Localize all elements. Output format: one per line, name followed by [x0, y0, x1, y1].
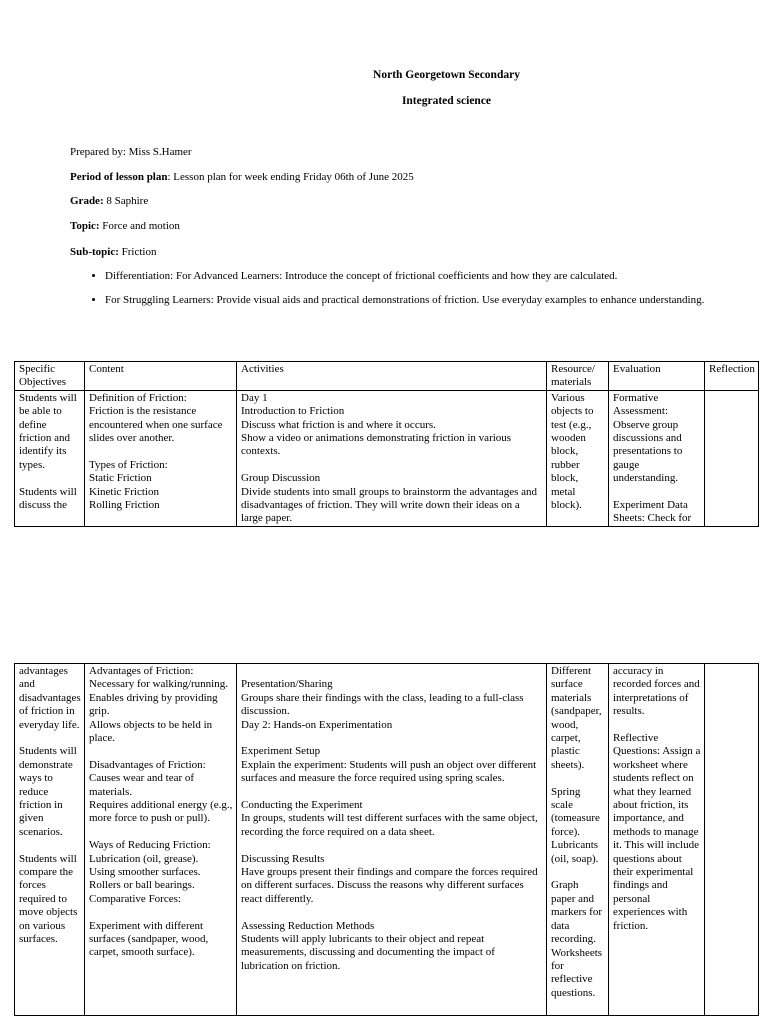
cell-line: Causes wear and tear of materials. [89, 772, 195, 798]
cell-line: Worksheets for reflective questions. [551, 946, 603, 999]
lesson-plan-table-part-1 [14, 361, 759, 527]
cell-line: Students will demonstrate ways to reduce friction in given scenarios. [19, 745, 77, 838]
cell-line: Experiment Data Sheets: Check for [613, 499, 692, 525]
cell-line: Different surface materials (sandpaper, wood, carpet, plastic sheets). [551, 665, 602, 771]
cell-line: accuracy in recorded forces and interpretations of results. [613, 665, 700, 718]
cell-line: Formative Assessment: Observe group discussions and presentations to gauge understanding. [613, 391, 683, 485]
cell-resources [547, 664, 609, 1016]
grade [70, 195, 148, 207]
cell-line: Students will discuss the [19, 485, 77, 512]
cell-line [551, 866, 605, 879]
cell-line [613, 486, 701, 499]
table-row [15, 664, 759, 1016]
cell-line: Discussing Results [241, 852, 325, 865]
cell-content [85, 664, 237, 1016]
cell-line: Requires additional energy (e.g., more force to push or pull). [89, 799, 233, 825]
header-evaluation: Evaluation [609, 362, 705, 391]
cell-line: Friction is the resistance encountered when one surface slides over another. [89, 405, 223, 445]
cell-line: Types of Friction: [89, 458, 168, 471]
cell-line: Disadvantages of Friction: [89, 758, 206, 771]
cell-line: Graph paper and markers for data recording. [551, 879, 603, 946]
cell-objectives [15, 664, 85, 1016]
cell-line: Reflective Questions: Assign a worksheet where students reflect on what they learned about friction, its importance, and methods to manage it. This will include questions about their experimental findings and personal experiences with friction. [613, 732, 701, 932]
header-objectives: Specific Objectives [15, 362, 85, 391]
cell-line: Static Friction [89, 472, 152, 485]
grade-label: Grade: [70, 195, 104, 207]
cell-line: Advantages of Friction: [89, 665, 194, 677]
cell-activities [237, 664, 547, 1016]
grade-value: 8 Saphire [103, 195, 149, 207]
differentiation-list [70, 268, 705, 316]
subtopic-value: Friction [118, 246, 157, 258]
school-name: North Georgetown Secondary [373, 69, 520, 81]
header-resources: Resource/ materials [547, 362, 609, 391]
cell-line [241, 786, 543, 799]
cell-line: Day 2: Hands-on Experimentation [241, 718, 393, 731]
cell-line: Experiment Setup [241, 745, 321, 758]
cell-line [89, 745, 233, 758]
list-item: • For Struggling Learners: Provide visual aids and practical demonstrations of friction. Use everyday examples to enhance understanding. [105, 292, 705, 308]
cell-line: Students will apply lubricants to their object and repeat measurements, discussing and documenting the impact of lubrication on friction. [241, 933, 495, 972]
cell-evaluation [609, 390, 705, 526]
cell-content [85, 390, 237, 526]
period-label: Period of lesson plan [70, 171, 168, 183]
cell-line: Experiment with different surfaces (sandpaper, wood, carpet, smooth surface). [89, 919, 209, 959]
cell-reflection [705, 390, 759, 526]
subtopic-label: Sub-topic: [70, 246, 119, 258]
cell-line: Day 1 [241, 391, 268, 404]
cell-line: Rolling Friction [89, 499, 160, 512]
cell-line [89, 906, 233, 919]
cell-line [709, 392, 755, 405]
cell-line [241, 459, 543, 472]
table-row [15, 390, 759, 526]
cell-line: In groups, students will test different surfaces with the same object, recording the force required on a data sheet. [241, 812, 538, 838]
cell-line: Spring scale (tomeasure force). [551, 785, 600, 838]
cell-line: Lubrication (oil, grease). [89, 852, 199, 865]
cell-line: Various objects to test (e.g., wooden block, rubber block, metal block). [551, 391, 594, 512]
cell-line: Assessing Reduction Methods [241, 919, 375, 932]
header-reflection: Reflection [705, 362, 759, 391]
cell-line: Conducting the Experiment [241, 799, 363, 812]
cell-line: advantages and disadvantages of friction in everyday life. [19, 665, 81, 731]
topic-label: Topic: [70, 220, 100, 232]
cell-line: Kinetic Friction [89, 485, 159, 498]
cell-line: Allows objects to be held in place. [89, 718, 213, 745]
header-content: Content [85, 362, 237, 391]
cell-line: Discuss what friction is and where it occurs. [241, 418, 436, 431]
cell-line [19, 732, 81, 745]
cell-line: Divide students into small groups to brainstorm the advantages and disadvantages of friction. They will write down their ideas on a large paper. [241, 485, 538, 525]
cell-line: Rollers or ball bearings. [89, 879, 195, 892]
cell-line: Introduction to Friction [241, 405, 345, 418]
cell-line [19, 839, 81, 852]
cell-line: Definition of Friction: [89, 391, 187, 404]
prepared-by: Prepared by: Miss S.Hamer [70, 146, 192, 158]
subject-title: Integrated science [401, 95, 492, 107]
cell-line [89, 826, 233, 839]
cell-activities [237, 390, 547, 526]
cell-line: Students will compare the forces required to move objects on various surfaces. [19, 852, 78, 946]
cell-evaluation [609, 664, 705, 1016]
cell-line: Using smoother surfaces. [89, 866, 201, 879]
cell-line [613, 719, 701, 732]
cell-line: Groups share their findings with the class, leading to a full-class discussion. [241, 691, 524, 718]
cell-line [551, 772, 605, 785]
header-activities: Activities [237, 362, 547, 391]
list-item: • Differentiation: For Advanced Learners: Introduce the concept of frictional coefficients and how they are calculated. [105, 268, 705, 284]
cell-line [89, 445, 233, 458]
period-value: : Lesson plan for week ending Friday 06th of June 2025 [167, 171, 414, 183]
cell-line: Explain the experiment: Students will push an object over different surfaces and measure the force required using spring scales. [241, 758, 537, 785]
cell-line: Students will be able to define friction and identify its types. [19, 391, 77, 471]
cell-line: Lubricants (oil, soap). [551, 839, 599, 865]
subtopic [70, 246, 157, 258]
topic-value: Force and motion [99, 220, 180, 232]
table-header-row [15, 362, 759, 391]
cell-line [241, 665, 543, 678]
cell-objectives [15, 390, 85, 526]
lesson-period [70, 171, 414, 183]
cell-resources [547, 390, 609, 526]
cell-line: Have groups present their findings and compare the forces required on different surfaces. Discuss the reasons why different surfaces react differently. [241, 866, 538, 905]
cell-line [709, 665, 755, 678]
cell-line [241, 906, 543, 919]
cell-line: Comparative Forces: [89, 892, 181, 905]
cell-line [241, 732, 543, 745]
cell-line: Enables driving by providing grip. [89, 691, 218, 718]
cell-line: Necessary for walking/running. [89, 678, 228, 691]
topic [70, 220, 180, 232]
cell-reflection [705, 664, 759, 1016]
cell-line: Show a video or animations demonstrating friction in various contexts. [241, 432, 512, 458]
cell-line: Ways of Reducing Friction: [89, 839, 211, 852]
lesson-plan-table-part-2 [14, 663, 759, 1016]
cell-line [241, 839, 543, 852]
cell-line: Presentation/Sharing [241, 678, 333, 691]
cell-line [19, 472, 81, 485]
cell-line: Group Discussion [241, 472, 321, 485]
